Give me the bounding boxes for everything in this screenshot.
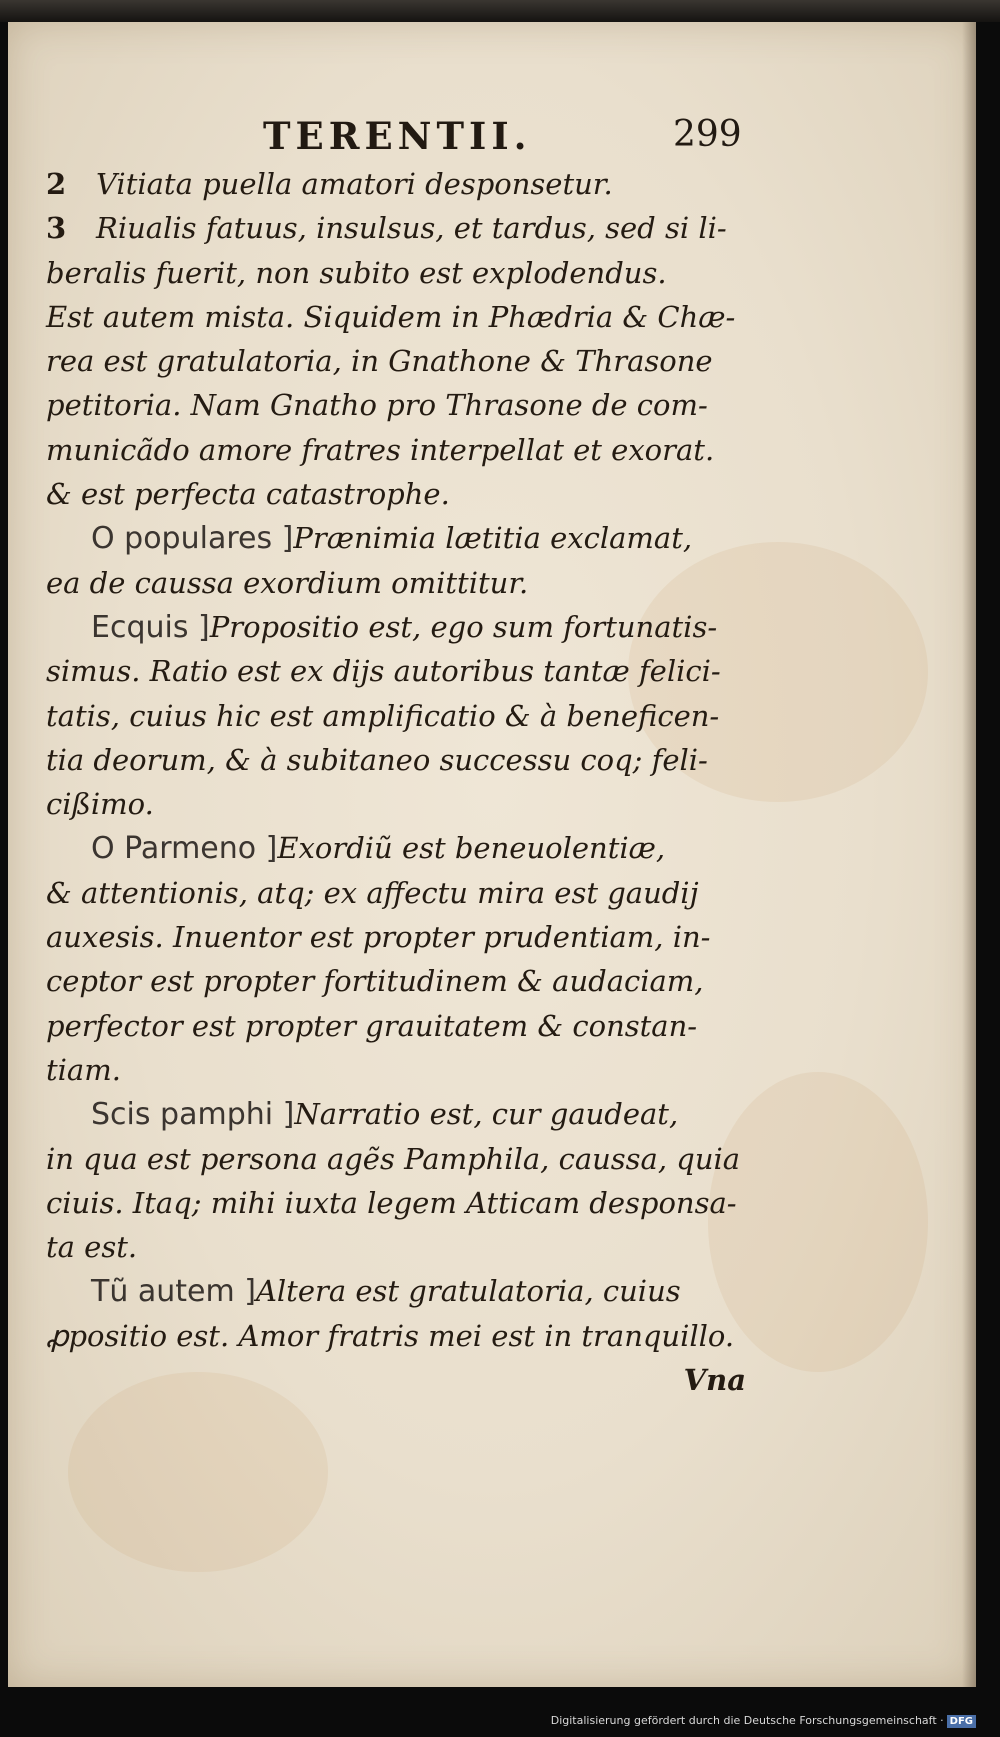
text-line: Est autem mista. Siquidem in Phædria & Chæ- <box>46 299 736 334</box>
text-line: petitoria. Nam Gnatho pro Thrasone de com- <box>46 388 708 423</box>
running-head: TERENTII. <box>263 114 532 158</box>
text-line: Tũ autem ]Altera est gratulatoria, cuius <box>91 1274 681 1310</box>
text-line: tia deorum, & à subitaneo successu coq; feli- <box>46 742 708 777</box>
lemma: O populares ] <box>91 521 294 557</box>
scan-top-edge <box>0 0 1000 22</box>
text-line: & est perfecta catastrophe. <box>46 477 450 512</box>
credit-text: Digitalisierung gefördert durch die Deutsche Forschungsgemeinschaft · <box>550 1714 944 1727</box>
text-line: cißimo. <box>46 787 154 822</box>
page-header <box>8 114 976 166</box>
text-line: ciuis. Itaq; mihi iuxta legem Atticam desponsa- <box>46 1185 737 1220</box>
text-line: ꝓpositio est. Amor fratris mei est in tranquillo. <box>46 1318 735 1353</box>
commentary-text <box>46 162 746 1402</box>
text-line: beralis fuerit, non subito est explodendus. <box>46 255 667 290</box>
text-line: auxesis. Inuentor est propter prudentiam, in- <box>46 920 711 955</box>
lemma: Ecquis ] <box>91 609 210 645</box>
book-page <box>8 22 976 1687</box>
text-line: municãdo amore fratres interpellat et exorat. <box>46 432 715 467</box>
text-line: tiam. <box>46 1052 121 1087</box>
dfg-logo: DFG <box>947 1715 976 1728</box>
text-line: 2 Vitiata puella amatori desponsetur. <box>46 162 746 206</box>
digitization-credit <box>551 1714 976 1728</box>
text-line: Ecquis ]Propositio est, ego sum fortunatis- <box>91 609 718 645</box>
text-line: simus. Ratio est ex dijs autoribus tantæ felici- <box>46 654 721 689</box>
lemma: O Parmeno ] <box>91 831 278 867</box>
item-number: 2 <box>46 167 67 201</box>
catchword: Vna <box>683 1363 746 1398</box>
item-number: 3 <box>46 211 67 246</box>
text-line: rea est gratulatoria, in Gnathone & Thrasone <box>46 344 713 379</box>
text-line: 3 Riualis fatuus, insulsus, et tardus, sed si li- <box>46 206 746 250</box>
text-line: ea de caussa exordium omittitur. <box>46 565 529 600</box>
text-line: in qua est persona agẽs Pamphila, caussa, quia <box>46 1141 741 1176</box>
lemma: Tũ autem ] <box>91 1274 256 1310</box>
text-line: perfector est propter grauitatem & constan- <box>46 1008 698 1043</box>
text-line: Scis pamphi ]Narratio est, cur gaudeat, <box>91 1097 679 1133</box>
text-line: O populares ]Prænimia lætitia exclamat, <box>91 521 693 557</box>
text-line: & attentionis, atq; ex affectu mira est gaudij <box>46 875 699 910</box>
page-number: 299 <box>673 114 742 155</box>
text-line: ta est. <box>46 1230 138 1265</box>
lemma: Scis pamphi ] <box>91 1097 295 1133</box>
text-line: tatis, cuius hic est amplificatio & à beneficen- <box>46 698 720 733</box>
text-line: O Parmeno ]Exordiũ est beneuolentiæ, <box>91 831 666 867</box>
text-line: ceptor est propter fortitudinem & audaciam, <box>46 964 704 999</box>
